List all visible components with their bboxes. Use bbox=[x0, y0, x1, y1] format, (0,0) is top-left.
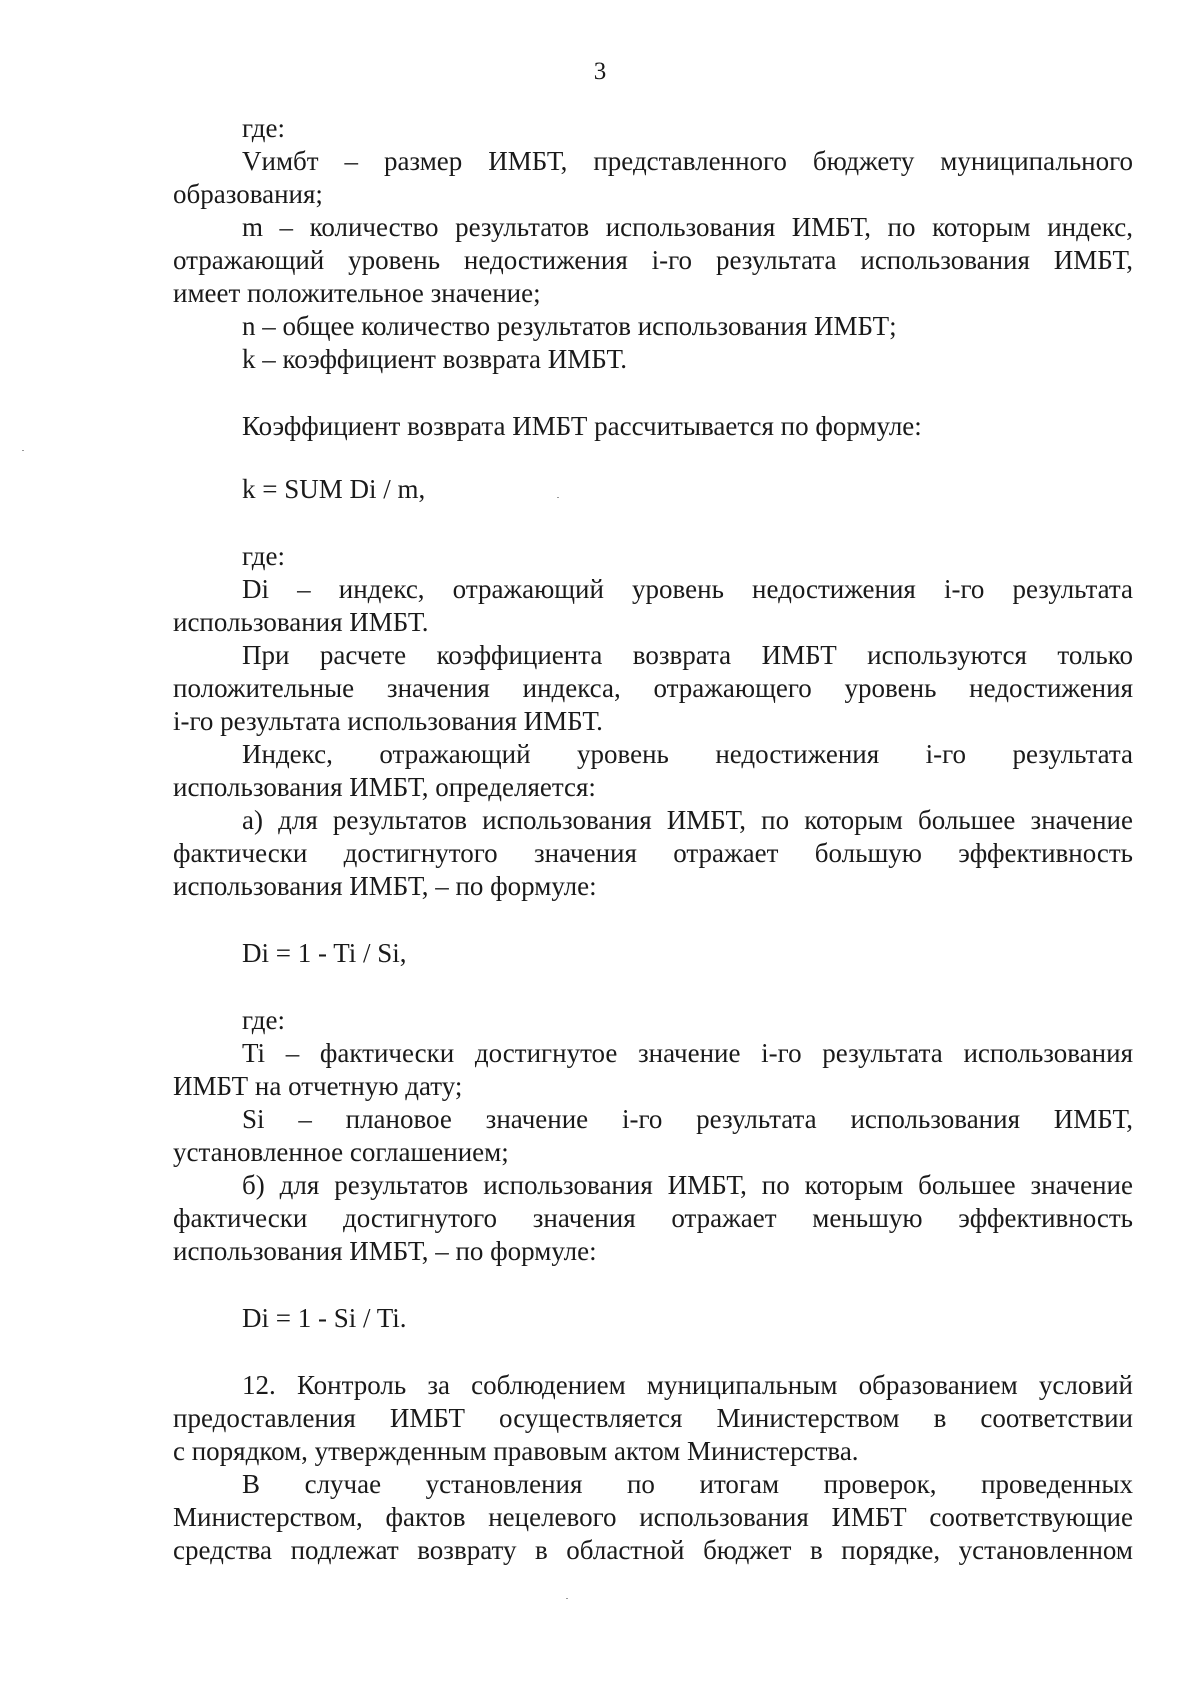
text-line: использования ИМБТ. bbox=[173, 607, 429, 637]
text-line: k – коэффициент возврата ИМБТ. bbox=[242, 344, 627, 374]
scan-speck bbox=[557, 497, 559, 498]
text-line: где: bbox=[242, 541, 285, 571]
text-line: Vимбт – размер ИМБТ, представленного бюджету муниципального bbox=[242, 146, 1133, 176]
text-line: с порядком, утвержденным правовым актом Министерства. bbox=[173, 1436, 859, 1466]
text-line: а) для результатов использования ИМБТ, по которым большее значение bbox=[242, 805, 1133, 835]
formula: Di = 1 - Ti / Si, bbox=[242, 938, 407, 968]
text-line: где: bbox=[242, 113, 285, 143]
text-line: 12. Контроль за соблюдением муниципальным образованием условий bbox=[242, 1370, 1133, 1400]
scan-speck bbox=[566, 1598, 568, 1599]
text-line: В случае установления по итогам проверок, проведенных bbox=[242, 1469, 1133, 1499]
text-line: фактически достигнутого значения отражает большую эффективность bbox=[173, 838, 1133, 868]
formula: Di = 1 - Si / Ti. bbox=[242, 1303, 407, 1333]
text-line: использования ИМБТ, – по формуле: bbox=[173, 1236, 597, 1266]
text-line: положительные значения индекса, отражающего уровень недостижения bbox=[173, 673, 1133, 703]
text-line: б) для результатов использования ИМБТ, по которым большее значение bbox=[242, 1170, 1133, 1200]
text-line: ИМБТ на отчетную дату; bbox=[173, 1071, 463, 1101]
document-body bbox=[173, 112, 1133, 1567]
text-line: фактически достигнутого значения отражает меньшую эффективность bbox=[173, 1203, 1133, 1233]
text-line: использования ИМБТ, – по формуле: bbox=[173, 871, 597, 901]
text-line: Si – плановое значение i-го результата использования ИМБТ, bbox=[242, 1104, 1133, 1134]
text-line: m – количество результатов использования ИМБТ, по которым индекс, bbox=[242, 212, 1133, 242]
text-line: n – общее количество результатов использования ИМБТ; bbox=[242, 311, 897, 341]
text-line: где: bbox=[242, 1005, 285, 1035]
text-line: Коэффициент возврата ИМБТ рассчитывается по формуле: bbox=[242, 411, 922, 441]
text-line: имеет положительное значение; bbox=[173, 278, 541, 308]
text-line: предоставления ИМБТ осуществляется Министерством в соответствии bbox=[173, 1403, 1133, 1433]
text-line: Di – индекс, отражающий уровень недостижения i-го результата bbox=[242, 574, 1133, 604]
text-line: Ti – фактически достигнутое значение i-го результата использования bbox=[242, 1038, 1133, 1068]
text-line: При расчете коэффициента возврата ИМБТ используются только bbox=[242, 640, 1133, 670]
text-line: использования ИМБТ, определяется: bbox=[173, 772, 596, 802]
formula: k = SUM Di / m, bbox=[242, 474, 426, 504]
text-line: средства подлежат возврату в областной бюджет в порядке, установленном bbox=[173, 1535, 1133, 1565]
text-line: образования; bbox=[173, 179, 323, 209]
text-line: отражающий уровень недостижения i-го результата использования ИМБТ, bbox=[173, 245, 1133, 275]
text-line: Министерством, фактов нецелевого использования ИМБТ соответствующие bbox=[173, 1502, 1133, 1532]
text-line: Индекс, отражающий уровень недостижения i-го результата bbox=[242, 739, 1133, 769]
scan-speck bbox=[22, 450, 24, 451]
page-number: 3 bbox=[593, 58, 607, 85]
text-line: i-го результата использования ИМБТ. bbox=[173, 706, 603, 736]
text-line: установленное соглашением; bbox=[173, 1137, 509, 1167]
